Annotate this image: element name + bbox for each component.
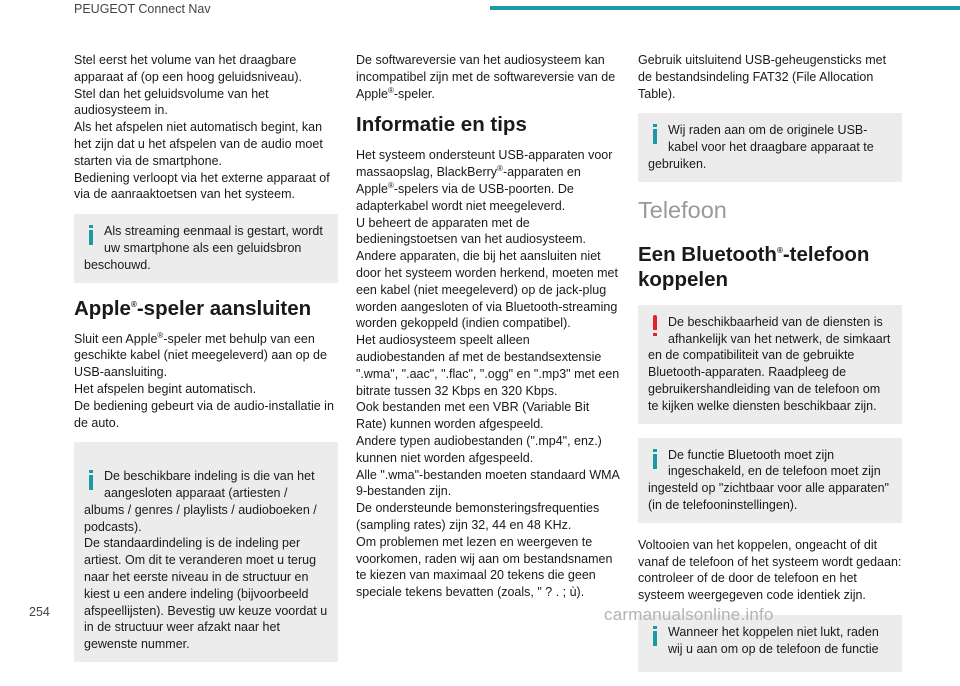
info-icon [648, 624, 662, 644]
section-title-telefoon: Telefoon [638, 196, 727, 223]
column-1 [74, 52, 338, 676]
note-text: Wanneer het koppelen niet lukt, raden wij u aan om op de telefoon de functie [668, 624, 879, 656]
info-icon [84, 223, 98, 243]
info-note-bluetooth [638, 438, 902, 523]
note-text: De beschikbaarheid van de diensten is afhankelijk van het netwerk, de simkaart en de compatibiliteit van de gebruikte Bluetooth-apparaten. Raadpleeg de gebruikershandleiding van de telefoon om te kijken welke diensten beschikbaar zijn. [648, 314, 891, 413]
info-icon [84, 468, 98, 488]
heading-bluetooth-koppelen: Een Bluetooth®-telefoon koppelen [638, 242, 870, 291]
note-text: Als streaming eenmaal is gestart, wordt uw smartphone als een geluidsbron beschouwd. [84, 224, 323, 272]
info-note-indeling [74, 442, 338, 662]
info-note-streaming [74, 214, 338, 282]
heading-apple-speler: Apple®-speler aansluiten [74, 296, 312, 320]
note-text: De beschikbare indeling is die van het aangesloten apparaat (artiesten / albums / genres / playlists / audioboeken / podcasts). De standaardindeling is de indeling per artiest. Om dit te veranderen moet u terug naar het eerste niveau in de structuur en kiest u een andere indeling (bijvoorbeeld afspeellijsten). Bevestig uw keuze voordat u in de structuur weer afzakt naar het gewenste nummer. [84, 469, 328, 652]
paragraph-software-version: De softwareversie van het audiosysteem kan incompatibel zijn met de softwareversie van de Apple®-speler. [356, 53, 616, 101]
paragraph-usb-info: Het systeem ondersteunt USB-apparaten voor massaopslag, BlackBerry®-apparaten en Apple®-spelers via de USB-poorten. De adapterkabel wordt niet meegeleverd. U beheert de apparaten met de bedieningstoetsen van het audiosysteem. Andere apparaten, die bij het aansluiten niet door het systeem worden herkend, moeten met een kabel (niet meegeleverd) op de jack-plug worden aangesloten of via Bluetooth-streaming worden gekoppeld (indien compatibel). Het audiosysteem speelt alleen audiobestanden af met de bestandsextensie ".wma", ".aac", ".flac", ".ogg" en ".mp3" met een bitrate tussen 32 Kbps en 320 Kbps. Ook bestanden met een VBR (Variable Bit Rate) kunnen worden afgespeeld. Andere typen audiobestanden (".mp4", enz.) kunnen niet worden afgespeeld. Alle ".wma"-bestanden moeten standaard WMA 9-bestanden zijn. De ondersteunde bemonsteringsfrequenties (sampling rates) zijn 32, 44 en 48 KHz. Om problemen met lezen en weergeven te voorkomen, raden wij aan om bestandsnamen te kiezen van maximaal 20 tekens die geen speciale tekens bevatten (zoals, " ? . ; ù). [356, 148, 620, 600]
heading-informatie-tips: Informatie en tips [356, 113, 527, 137]
paragraph-volume: Stel eerst het volume van het draagbare apparaat af (op een hoog geluidsniveau). Stel dan het geluidsvolume van het audiosysteem in. Als het afspelen niet automatisch begint, kan het zijn dat u het afspelen van de audio moet starten via de smartphone. Bediening verloopt via het externe apparaat of via de aanraaktoetsen van het systeem. [74, 53, 330, 202]
column-2 [356, 52, 620, 612]
column-3 [638, 52, 902, 686]
header-title: PEUGEOT Connect Nav [74, 2, 211, 16]
note-text: De functie Bluetooth moet zijn ingeschakeld, en de telefoon moet zijn ingesteld op "zichtbaar voor alle apparaten" (in de telefooninstellingen). [648, 447, 889, 512]
watermark: carmanualsonline.info [604, 605, 774, 624]
info-icon [648, 447, 662, 467]
warning-note-availability [638, 305, 902, 424]
warning-icon [648, 314, 662, 334]
paragraph-apple-connect: Sluit een Apple®-speler met behulp van een geschikte kabel (niet meegeleverd) aan op de USB-aansluiting. Het afspelen begint automatisch. De bediening gebeurt via de audio-installatie in de auto. [74, 330, 334, 430]
info-note-usb-cable [638, 113, 902, 181]
page-number: 254 [29, 605, 50, 619]
note-text: Wij raden aan om de originele USB-kabel voor het draagbare apparaat te gebruiken. [648, 123, 874, 171]
header-accent-bar [490, 6, 960, 10]
info-icon [648, 122, 662, 142]
paragraph-fat32: Gebruik uitsluitend USB-geheugensticks met de bestandsindeling FAT32 (File Allocation Table). [638, 53, 887, 101]
paragraph-code-check: Voltooien van het koppelen, ongeacht of dit vanaf de telefoon of het systeem wordt gedaan: controleer of de door de telefoon en het systeem weergegeven code identiek zijn. [638, 537, 902, 603]
